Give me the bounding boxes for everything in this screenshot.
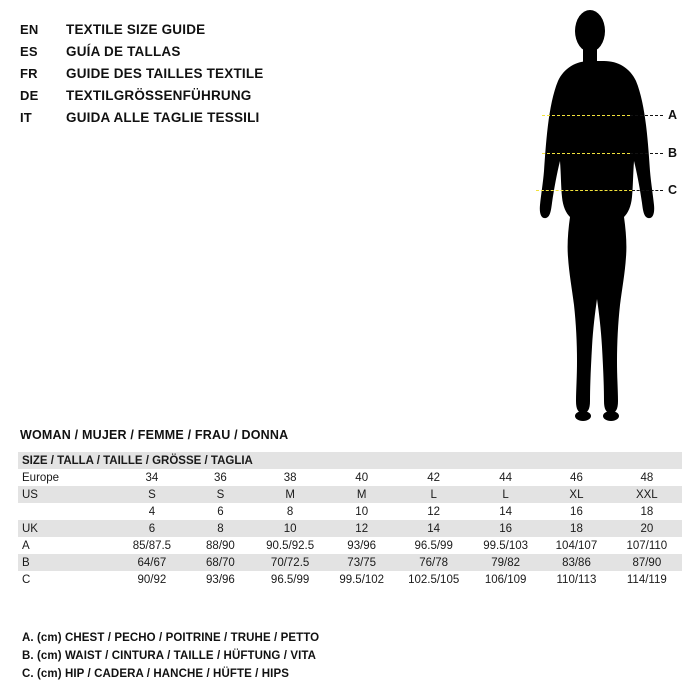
cell: 93/96 — [326, 537, 397, 554]
cell: 76/78 — [397, 554, 470, 571]
row-label: Europe — [18, 469, 117, 486]
row-label: A — [18, 537, 117, 554]
cell: 6 — [117, 520, 187, 537]
cell: 18 — [541, 520, 611, 537]
row-label: UK — [18, 520, 117, 537]
cell: 107/110 — [612, 537, 682, 554]
cell: 4 — [117, 503, 187, 520]
cell: XXL — [612, 486, 682, 503]
cell: 96.5/99 — [397, 537, 470, 554]
cell: 90/92 — [117, 571, 187, 588]
cell: 106/109 — [470, 571, 541, 588]
table-row — [18, 503, 682, 520]
table-row — [18, 537, 682, 554]
cell: 8 — [187, 520, 254, 537]
size-table — [18, 452, 682, 588]
cell: M — [326, 486, 397, 503]
row-label: C — [18, 571, 117, 588]
cell: 42 — [397, 469, 470, 486]
legend-item-c: C. (cm) HIP / CADERA / HANCHE / HÜFTE / HIPS — [22, 668, 290, 680]
cell: 79/82 — [470, 554, 541, 571]
cell: 16 — [541, 503, 611, 520]
cell: L — [397, 486, 470, 503]
table-row — [18, 520, 682, 537]
language-title-es: GUÍA DE TALLAS — [66, 44, 181, 59]
language-row-de — [20, 88, 350, 106]
language-titles — [20, 22, 350, 132]
table-row — [18, 554, 682, 571]
table-row — [18, 571, 682, 588]
cell: 99.5/102 — [326, 571, 397, 588]
language-title-de: TEXTILGRÖSSENFÜHRUNG — [66, 88, 252, 103]
legend-item-a: A. (cm) CHEST / PECHO / POITRINE / TRUHE / PETTO — [22, 632, 320, 644]
language-row-fr — [20, 66, 350, 84]
chest-measure-line — [542, 115, 630, 116]
measure-label-a: A — [668, 108, 678, 122]
cell: 93/96 — [187, 571, 254, 588]
cell: 85/87.5 — [117, 537, 187, 554]
cell: 14 — [397, 520, 470, 537]
cell: 90.5/92.5 — [254, 537, 326, 554]
cell: 16 — [470, 520, 541, 537]
language-code-de: DE — [20, 88, 39, 103]
cell: 96.5/99 — [254, 571, 326, 588]
measure-label-b: B — [668, 146, 678, 160]
cell: 12 — [326, 520, 397, 537]
cell: 70/72.5 — [254, 554, 326, 571]
cell: 20 — [612, 520, 682, 537]
row-label: US — [18, 486, 117, 503]
language-code-fr: FR — [20, 66, 38, 81]
cell: 12 — [397, 503, 470, 520]
cell: 99.5/103 — [470, 537, 541, 554]
cell: 114/119 — [612, 571, 682, 588]
language-title-fr: GUIDE DES TAILLES TEXTILE — [66, 66, 264, 81]
row-label — [18, 503, 117, 520]
language-row-en — [20, 22, 350, 40]
table-caption: WOMAN / MUJER / FEMME / FRAU / DONNA — [20, 428, 289, 442]
table-header-row — [18, 452, 682, 469]
cell: 104/107 — [541, 537, 611, 554]
cell: 110/113 — [541, 571, 611, 588]
cell: 14 — [470, 503, 541, 520]
language-row-it — [20, 110, 350, 128]
cell: 10 — [326, 503, 397, 520]
female-silhouette-icon — [500, 5, 680, 430]
cell: 36 — [187, 469, 254, 486]
cell: S — [117, 486, 187, 503]
cell: 73/75 — [326, 554, 397, 571]
cell: 46 — [541, 469, 611, 486]
cell: 88/90 — [187, 537, 254, 554]
cell: 102.5/105 — [397, 571, 470, 588]
hip-measure-line — [536, 190, 632, 191]
legend-item-b: B. (cm) WAIST / CINTURA / TAILLE / HÜFTUNG / VITA — [22, 650, 317, 662]
cell: 44 — [470, 469, 541, 486]
cell: 83/86 — [541, 554, 611, 571]
cell: M — [254, 486, 326, 503]
hip-measure-extension — [632, 190, 663, 191]
measurement-legend — [22, 632, 682, 686]
cell: L — [470, 486, 541, 503]
cell: 87/90 — [612, 554, 682, 571]
table-row — [18, 469, 682, 486]
language-row-es — [20, 44, 350, 62]
language-code-en: EN — [20, 22, 39, 37]
measure-label-c: C — [668, 183, 678, 197]
language-code-it: IT — [20, 110, 32, 125]
table-row — [18, 486, 682, 503]
cell: S — [187, 486, 254, 503]
cell: 64/67 — [117, 554, 187, 571]
body-measurement-figure — [480, 0, 700, 430]
cell: 6 — [187, 503, 254, 520]
cell: 34 — [117, 469, 187, 486]
cell: 40 — [326, 469, 397, 486]
chest-measure-extension — [630, 115, 663, 116]
language-title-en: TEXTILE SIZE GUIDE — [66, 22, 206, 37]
cell: XL — [541, 486, 611, 503]
cell: 10 — [254, 520, 326, 537]
cell: 8 — [254, 503, 326, 520]
cell: 68/70 — [187, 554, 254, 571]
cell: 38 — [254, 469, 326, 486]
waist-measure-line — [542, 153, 630, 154]
row-label: B — [18, 554, 117, 571]
table-header-label: SIZE / TALLA / TAILLE / GRÖSSE / TAGLIA — [18, 452, 682, 469]
language-title-it: GUIDA ALLE TAGLIE TESSILI — [66, 110, 260, 125]
cell: 18 — [612, 503, 682, 520]
language-code-es: ES — [20, 44, 38, 59]
cell: 48 — [612, 469, 682, 486]
waist-measure-extension — [630, 153, 663, 154]
